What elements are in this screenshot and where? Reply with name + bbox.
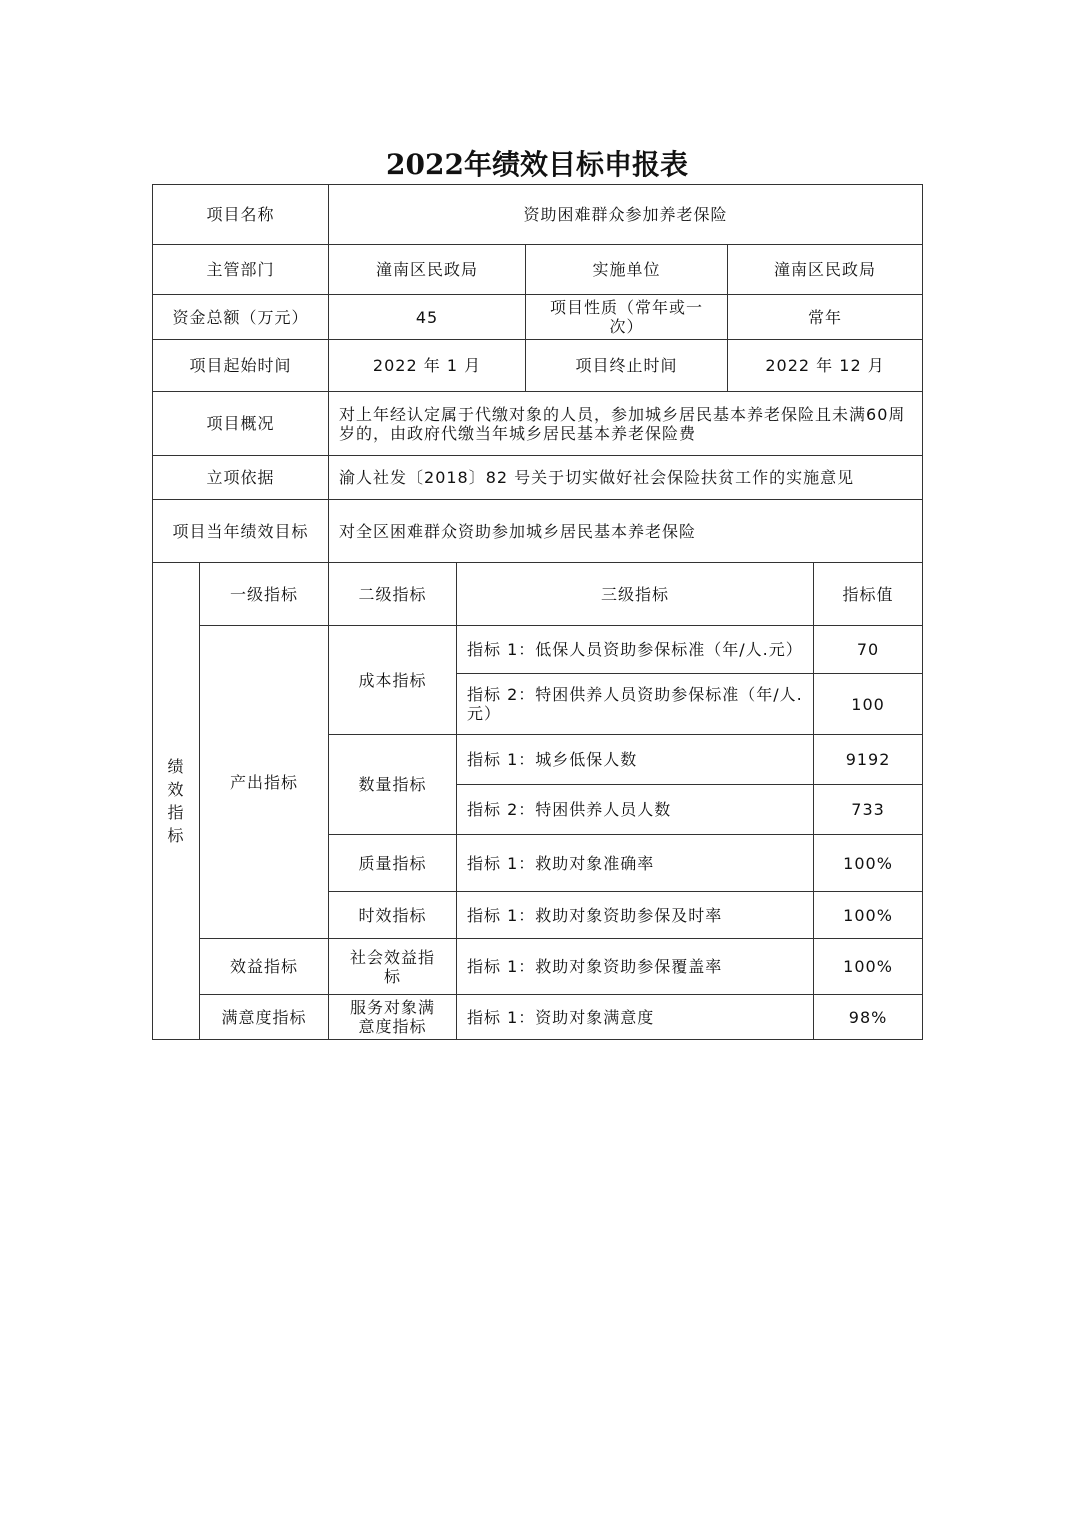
benefit-indicator: 效益指标 xyxy=(200,939,329,995)
project-name-value: 资助困难群众参加养老保险 xyxy=(329,185,923,245)
department-label: 主管部门 xyxy=(153,245,329,295)
basis-value: 渝人社发〔2018〕82 号关于切实做好社会保险扶贫工作的实施意见 xyxy=(329,456,923,500)
goal-label: 项目当年绩效目标 xyxy=(153,500,329,563)
end-time-label: 项目终止时间 xyxy=(526,340,728,392)
indicator-value: 100% xyxy=(814,835,923,892)
row-period xyxy=(153,340,923,392)
header-level1: 一级指标 xyxy=(200,563,329,626)
indicator-value: 100% xyxy=(814,939,923,995)
overview-value: 对上年经认定属于代缴对象的人员，参加城乡居民基本养老保险且未满60周岁的，由政府代缴当年城乡居民基本养老保险费 xyxy=(329,392,923,456)
quantity-indicator: 数量指标 xyxy=(329,735,457,835)
start-time-value: 2022 年 1 月 xyxy=(329,340,526,392)
indicator-name: 指标 2：特困供养人员资助参保标准（年/人.元） xyxy=(457,674,814,735)
total-funds-value: 45 xyxy=(329,295,526,340)
end-time-value: 2022 年 12 月 xyxy=(728,340,923,392)
header-level3: 三级指标 xyxy=(457,563,814,626)
project-name-label: 项目名称 xyxy=(153,185,329,245)
basis-label: 立项依据 xyxy=(153,456,329,500)
indicator-name: 指标 1：资助对象满意度 xyxy=(457,995,814,1040)
indicator-value: 70 xyxy=(814,626,923,674)
row-overview xyxy=(153,392,923,456)
service-satisfaction-indicator: 服务对象满意度指标 xyxy=(329,995,457,1040)
indicator-name: 指标 1：救助对象资助参保及时率 xyxy=(457,892,814,939)
indicator-name: 指标 1：救助对象资助参保覆盖率 xyxy=(457,939,814,995)
table-row xyxy=(153,626,923,674)
indicator-value: 100% xyxy=(814,892,923,939)
satisfaction-indicator: 满意度指标 xyxy=(200,995,329,1040)
project-nature-value: 常年 xyxy=(728,295,923,340)
implementing-unit-value: 潼南区民政局 xyxy=(728,245,923,295)
cost-indicator: 成本指标 xyxy=(329,626,457,735)
department-value: 潼南区民政局 xyxy=(329,245,526,295)
performance-target-table xyxy=(152,184,923,1040)
row-funds xyxy=(153,295,923,340)
row-indicator-headers xyxy=(153,563,923,626)
quality-indicator: 质量指标 xyxy=(329,835,457,892)
indicator-name: 指标 1：救助对象准确率 xyxy=(457,835,814,892)
indicator-name: 指标 2：特困供养人员人数 xyxy=(457,785,814,835)
page-title: 2022年绩效目标申报表 xyxy=(386,148,688,181)
row-basis xyxy=(153,456,923,500)
goal-value: 对全区困难群众资助参加城乡居民基本养老保险 xyxy=(329,500,923,563)
indicator-name: 指标 1：城乡低保人数 xyxy=(457,735,814,785)
indicator-value: 733 xyxy=(814,785,923,835)
overview-label: 项目概况 xyxy=(153,392,329,456)
indicator-value: 98% xyxy=(814,995,923,1040)
indicator-name: 指标 1：低保人员资助参保标准（年/人.元） xyxy=(457,626,814,674)
implementing-unit-label: 实施单位 xyxy=(526,245,728,295)
total-funds-label: 资金总额（万元） xyxy=(153,295,329,340)
performance-indicators-section xyxy=(153,563,200,1040)
table-row xyxy=(153,995,923,1040)
timeliness-indicator: 时效指标 xyxy=(329,892,457,939)
output-indicator: 产出指标 xyxy=(200,626,329,939)
row-goal xyxy=(153,500,923,563)
start-time-label: 项目起始时间 xyxy=(153,340,329,392)
section-label: 绩效指标 xyxy=(167,757,185,845)
social-benefit-indicator: 社会效益指标 xyxy=(329,939,457,995)
header-level2: 二级指标 xyxy=(329,563,457,626)
row-project-name xyxy=(153,185,923,245)
table-row xyxy=(153,939,923,995)
project-nature-label: 项目性质（常年或一次） xyxy=(526,295,728,340)
indicator-value: 9192 xyxy=(814,735,923,785)
row-department xyxy=(153,245,923,295)
header-value: 指标值 xyxy=(814,563,923,626)
indicator-value: 100 xyxy=(814,674,923,735)
